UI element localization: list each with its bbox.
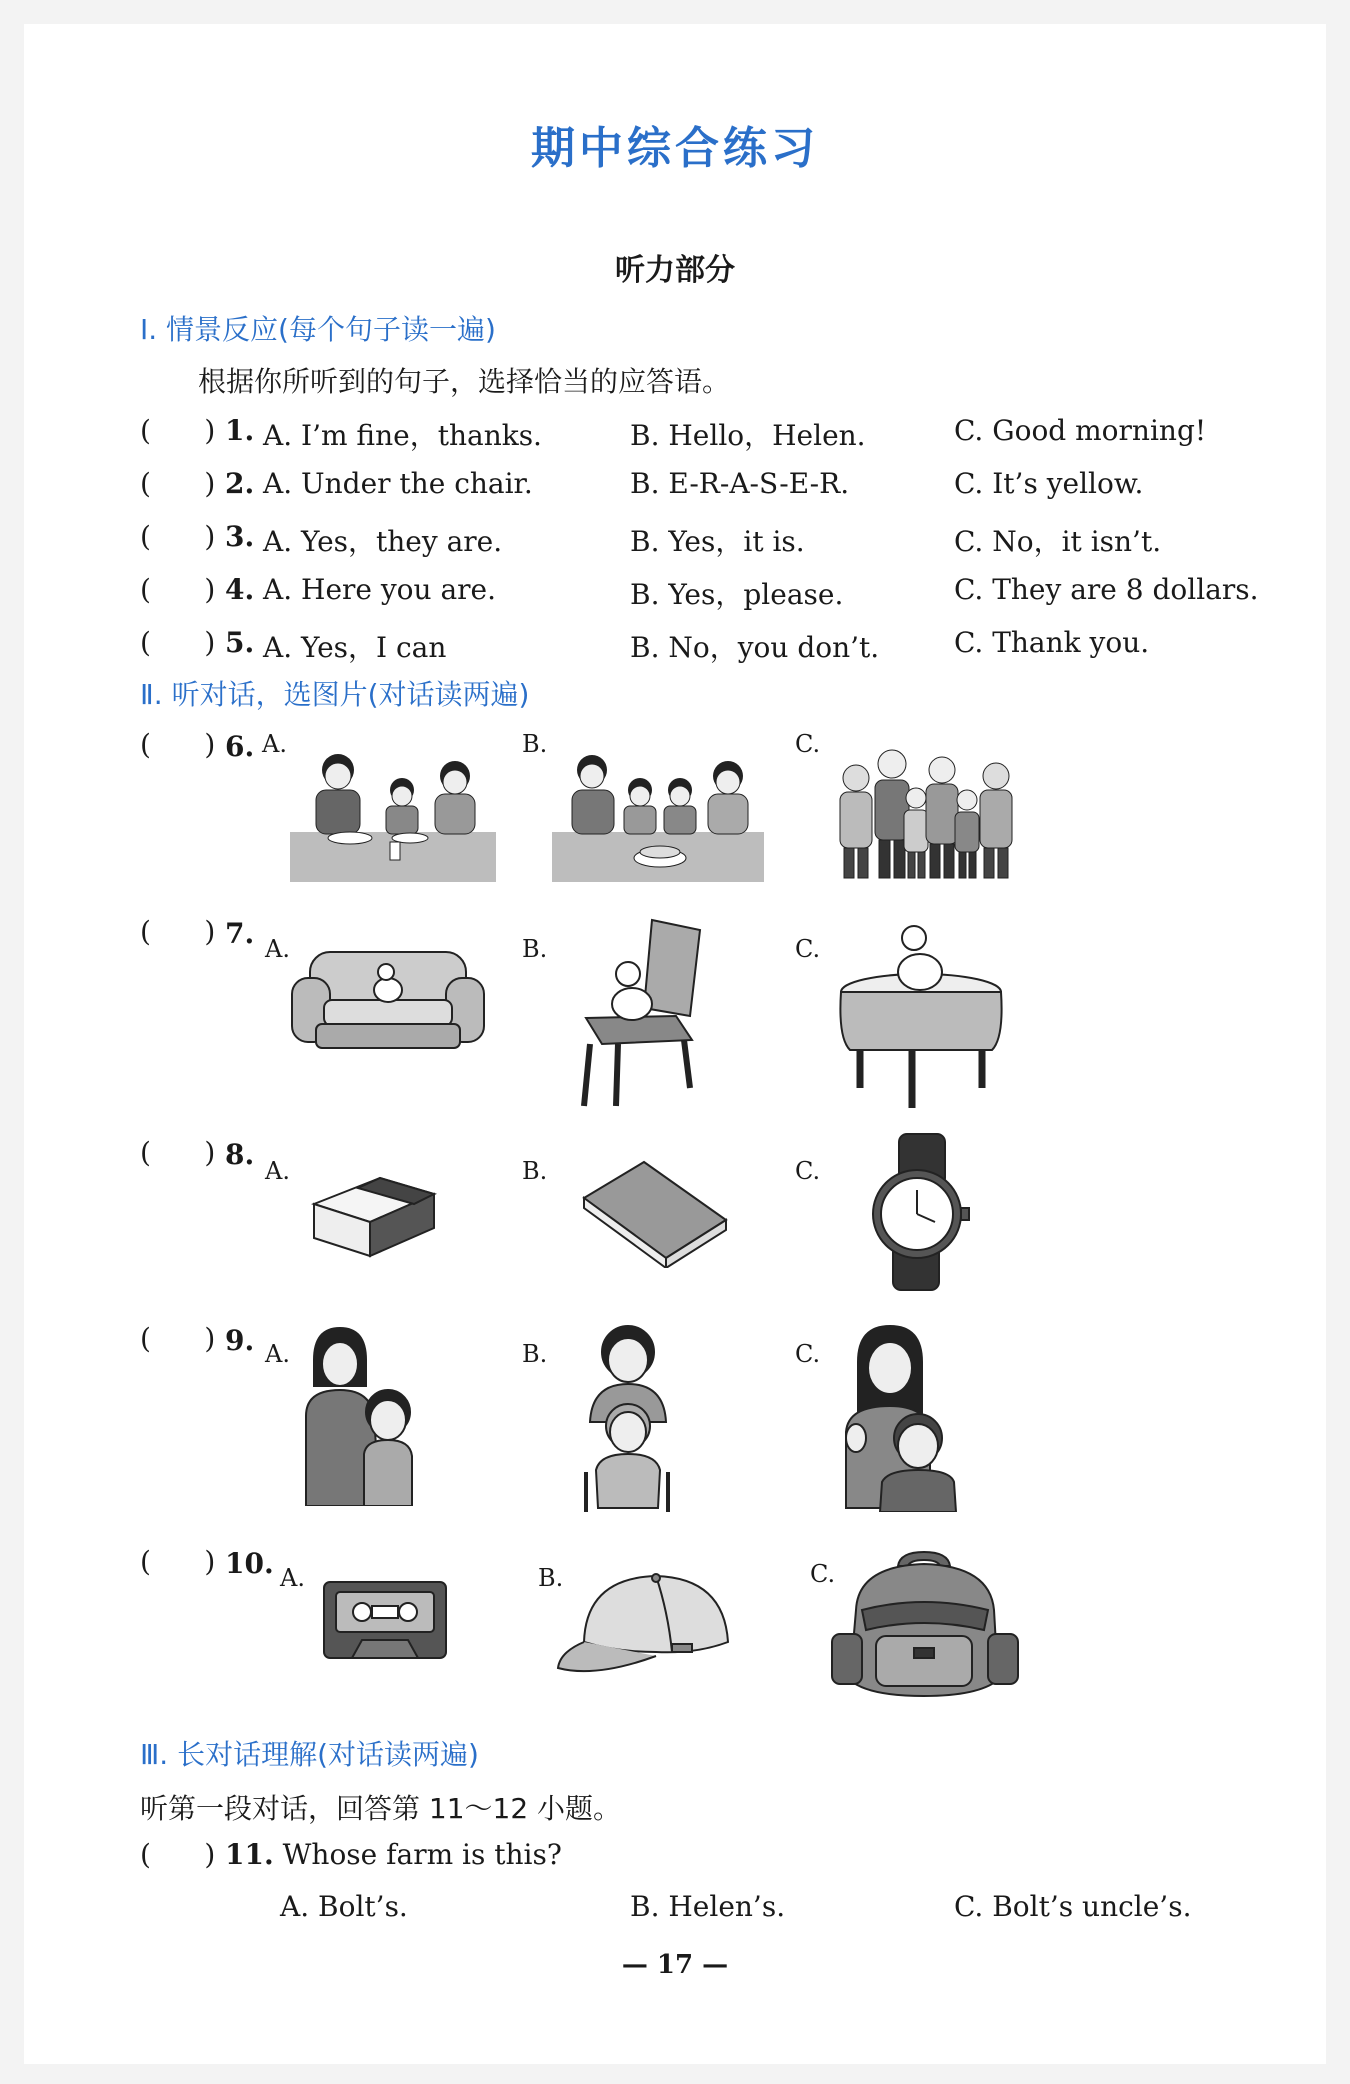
book-icon (580, 1158, 730, 1268)
option-a[interactable]: A. Bolt’s. (280, 1890, 408, 1923)
option-c[interactable]: C. It’s yellow. (954, 467, 1144, 500)
question-number: 5. (225, 626, 255, 659)
answer-blank[interactable]: ( ) (140, 1838, 216, 1871)
family-dinner-icon (290, 742, 496, 882)
answer-blank[interactable]: ( ) (140, 1136, 216, 1169)
mother-daughter-icon (300, 1326, 430, 1506)
cap-icon (556, 1572, 732, 1684)
option-c[interactable]: C. Good morning! (954, 414, 1207, 447)
option-c[interactable]: C. Thank you. (954, 626, 1150, 659)
option-c-label: C. (795, 935, 821, 963)
option-b[interactable]: B. Helen’s. (630, 1890, 786, 1923)
cat-on-table-icon (836, 920, 1006, 1110)
question-number: 7. (225, 917, 255, 950)
question-text: Whose farm is this? (282, 1838, 562, 1871)
cat-on-sofa-icon (288, 944, 488, 1054)
option-a-label: A. (265, 1340, 290, 1368)
option-b[interactable]: B. No，you don’t. (630, 631, 880, 664)
cat-on-chair-icon (572, 918, 712, 1108)
question-number: 11. (225, 1838, 274, 1871)
family-dinner-cake-icon (552, 742, 764, 882)
eraser-icon (310, 1158, 440, 1258)
answer-blank[interactable]: ( ) (140, 414, 216, 447)
question-number: 2. (225, 467, 255, 500)
question-number: 9. (225, 1324, 255, 1357)
option-c-label: C. (795, 730, 821, 758)
option-a-label: A. (280, 1564, 305, 1592)
option-b-label: B. (522, 935, 548, 963)
option-a[interactable]: A. Yes，they are. (263, 525, 503, 558)
question-number: 1. (225, 414, 255, 447)
option-a[interactable]: A. Under the chair. (263, 467, 533, 500)
option-c-label: C. (795, 1157, 821, 1185)
option-b-label: B. (522, 730, 548, 758)
answer-blank[interactable]: ( ) (140, 573, 216, 606)
option-b[interactable]: B. E-R-A-S-E-R. (630, 467, 850, 500)
option-c[interactable]: C. Bolt’s uncle’s. (954, 1890, 1192, 1923)
answer-blank[interactable]: ( ) (140, 626, 216, 659)
question-number: 6. (225, 730, 255, 763)
section1-heading: Ⅰ. 情景反应(每个句子读一遍) (140, 313, 496, 346)
page-number: — 17 — (621, 1950, 729, 1980)
question-number: 10. (225, 1547, 274, 1580)
option-b[interactable]: B. Hello，Helen. (630, 419, 866, 452)
family-group-icon (830, 748, 1020, 888)
girl-grandpa-icon (840, 1322, 960, 1512)
option-b-label: B. (522, 1340, 548, 1368)
option-a-label: A. (265, 935, 290, 963)
option-b-label: B. (538, 1564, 564, 1592)
cassette-tape-icon (322, 1580, 448, 1660)
section3-instruction: 听第一段对话，回答第 11～12 小题。 (140, 1792, 622, 1825)
question-number: 4. (225, 573, 255, 606)
answer-blank[interactable]: ( ) (140, 728, 216, 761)
option-c-label: C. (810, 1560, 836, 1588)
question-number: 3. (225, 520, 255, 553)
answer-blank[interactable]: ( ) (140, 467, 216, 500)
option-a-label: A. (262, 730, 287, 758)
answer-blank[interactable]: ( ) (140, 1545, 216, 1578)
answer-blank[interactable]: ( ) (140, 1322, 216, 1355)
section-subtitle: 听力部分 (615, 253, 735, 288)
answer-blank[interactable]: ( ) (140, 520, 216, 553)
page-title: 期中综合练习 (531, 123, 819, 174)
option-b[interactable]: B. Yes，please. (630, 578, 844, 611)
section1-instruction: 根据你所听到的句子，选择恰当的应答语。 (198, 365, 731, 398)
option-a[interactable]: A. Yes，I can (263, 631, 447, 664)
option-a[interactable]: A. Here you are. (263, 573, 497, 606)
section3-heading: Ⅲ. 长对话理解(对话读两遍) (140, 1738, 479, 1771)
option-c[interactable]: C. No，it isn’t. (954, 525, 1162, 558)
section2-heading: Ⅱ. 听对话，选图片(对话读两遍) (140, 678, 530, 711)
watch-icon (865, 1132, 975, 1292)
backpack-icon (828, 1550, 1028, 1700)
option-a-label: A. (265, 1157, 290, 1185)
option-c[interactable]: C. They are 8 dollars. (954, 573, 1259, 606)
option-b-label: B. (522, 1157, 548, 1185)
question-number: 8. (225, 1138, 255, 1171)
option-a[interactable]: A. I’m fine，thanks. (263, 419, 542, 452)
option-c-label: C. (795, 1340, 821, 1368)
girl-grandma-icon (582, 1322, 672, 1512)
answer-blank[interactable]: ( ) (140, 915, 216, 948)
option-b[interactable]: B. Yes，it is. (630, 525, 805, 558)
